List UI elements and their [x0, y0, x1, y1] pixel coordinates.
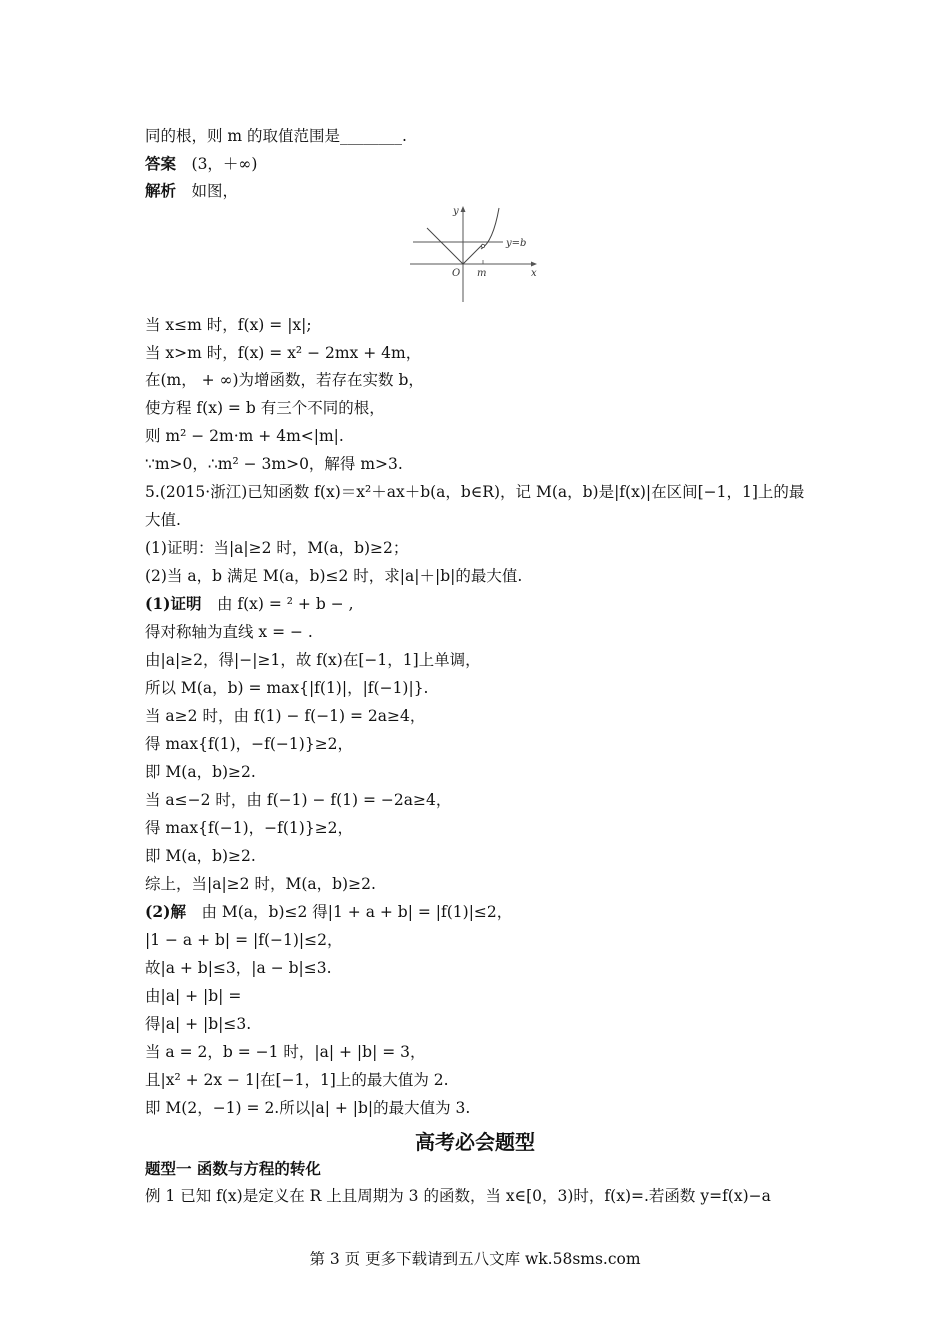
text-line: 得 max{f(−1)，−f(1)}≥2， — [145, 819, 354, 837]
text-line: 由|a| + |b| = — [145, 987, 242, 1005]
text-line: 由|a|≥2，得|−|≥1，故 f(x)在[−1，1]上单调， — [145, 651, 481, 669]
open-point — [481, 244, 484, 247]
text-line: 所以 M(a，b) = max{|f(1)|，|f(−1)|}. — [145, 679, 429, 697]
text-line: ∵m>0，∴m² − 3m>0，解得 m>3. — [145, 455, 403, 473]
line-rest: 由 f(x) = ² + b − , — [201, 595, 354, 613]
text-line: 使方程 f(x) = b 有三个不同的根， — [145, 399, 385, 417]
line-label: (2)解 — [145, 902, 186, 921]
text-line: (1)证明：当|a|≥2 时，M(a，b)≥2； — [145, 539, 409, 557]
graph-figure — [405, 202, 545, 304]
text-line: 5.(2015·浙江)已知函数 f(x)＝x²＋ax＋b(a，b∈R)，记 M(a，b)是|f(x)|在区间[−1，1]上的最 — [145, 483, 805, 501]
text-line: 同的根，则 m 的取值范围是________. — [145, 127, 407, 145]
text-line: 即 M(2，−1) = 2.所以|a| + |b|的最大值为 3. — [145, 1099, 471, 1117]
text-line: 题型一 函数与方程的转化 — [145, 1159, 321, 1178]
text-line: 得 max{f(1)，−f(−1)}≥2， — [145, 735, 354, 753]
label-x: x — [531, 268, 537, 279]
text-line: |1 − a + b| = |f(−1)|≤2， — [145, 931, 343, 949]
text-line: 综上，当|a|≥2 时，M(a，b)≥2. — [145, 875, 376, 893]
label-y: y — [453, 206, 459, 217]
text-line: 当 x≤m 时，f(x) = |x|; — [145, 316, 312, 334]
line-label: (1)证明 — [145, 594, 202, 613]
text-line: 当 a = 2，b = −1 时，|a| + |b| = 3， — [145, 1043, 426, 1061]
text-line: 当 x>m 时，f(x) = x² − 2mx + 4m， — [145, 344, 422, 362]
text-line — [145, 902, 825, 922]
text-line: 则 m² − 2m·m + 4m<|m|. — [145, 427, 344, 445]
text-line: 得对称轴为直线 x = − . — [145, 623, 313, 641]
text-line: 即 M(a，b)≥2. — [145, 763, 256, 781]
line-rest: 由 M(a，b)≤2 得|1 + a + b| = |f(1)|≤2， — [185, 903, 513, 921]
text-line: 当 a≤−2 时，由 f(−1) − f(1) = −2a≥4， — [145, 791, 452, 809]
text-line — [145, 181, 825, 201]
line-rest: (3，＋∞) — [176, 155, 258, 173]
label-origin: O — [452, 268, 461, 279]
text-line: 即 M(a，b)≥2. — [145, 847, 256, 865]
line-label: 答案 — [145, 154, 177, 173]
text-line — [145, 154, 825, 174]
line-label: 解析 — [145, 181, 177, 200]
text-line: 例 1 已知 f(x)是定义在 R 上且周期为 3 的函数，当 x∈[0，3)时，f(x)=.若函数 y=f(x)−a — [145, 1187, 771, 1205]
line-rest: 如图， — [176, 182, 239, 200]
text-line: 得|a| + |b|≤3. — [145, 1015, 252, 1033]
label-y-equals-b: y=b — [506, 238, 527, 249]
middle-branch — [463, 244, 483, 264]
label-m: m — [477, 268, 487, 279]
page-footer: 第 3 页 更多下载请到五八文库 wk.58sms.com — [309, 1250, 641, 1268]
parabola-branch — [481, 208, 499, 249]
left-branch — [427, 228, 463, 264]
text-line: 在(m， + ∞)为增函数，若存在实数 b， — [145, 371, 424, 389]
x-axis-arrow — [531, 262, 537, 267]
text-line: 故|a + b|≤3，|a − b|≤3. — [145, 959, 332, 977]
text-line — [145, 594, 825, 614]
text-line: 大值. — [145, 511, 181, 529]
section-heading: 高考必会题型 — [415, 1130, 535, 1154]
text-line: (2)当 a，b 满足 M(a，b)≤2 时，求|a|＋|b|的最大值. — [145, 567, 523, 585]
text-line: 当 a≥2 时，由 f(1) − f(−1) = 2a≥4， — [145, 707, 426, 725]
y-axis-arrow — [461, 206, 466, 212]
text-line: 且|x² + 2x − 1|在[−1，1]上的最大值为 2. — [145, 1071, 449, 1089]
